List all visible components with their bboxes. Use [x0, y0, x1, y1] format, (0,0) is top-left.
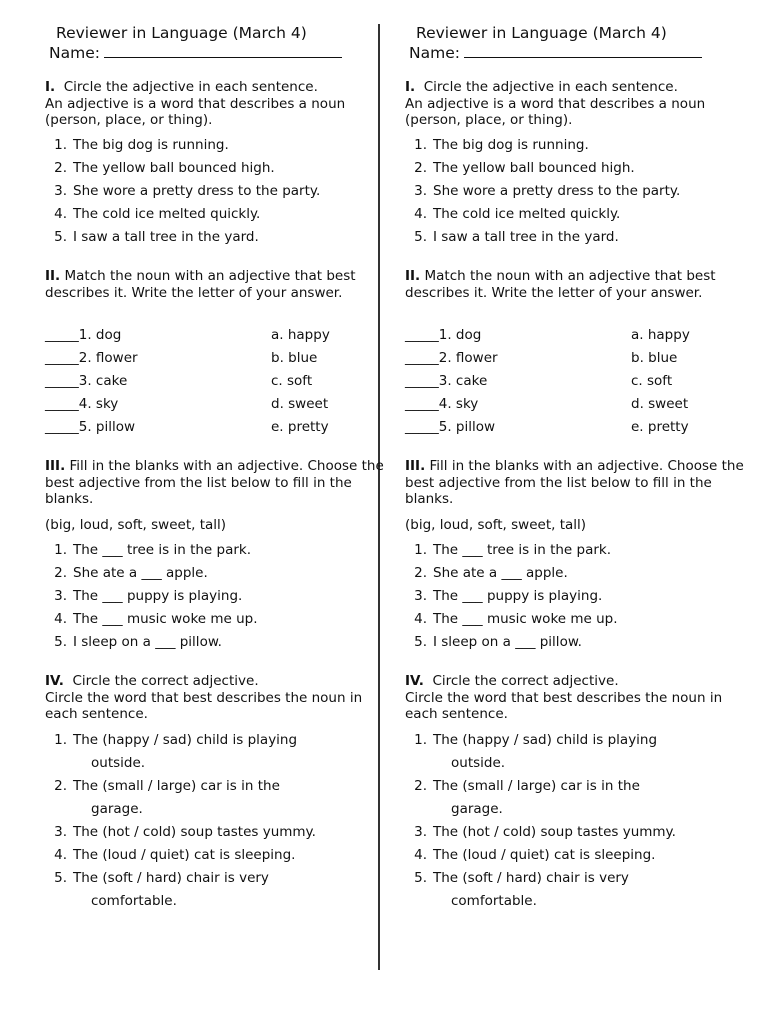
- item-number: 1.: [54, 137, 67, 153]
- item-text: The (hot / cold) soup tastes yummy.: [73, 824, 316, 840]
- item-number: 1.: [414, 137, 427, 153]
- item-text: The ___ music woke me up.: [433, 611, 618, 627]
- match-noun: _____5. pillow: [405, 419, 496, 435]
- item-text: She wore a pretty dress to the party.: [73, 183, 321, 199]
- worksheet-left: [45, 0, 390, 1024]
- item-text: I saw a tall tree in the yard.: [73, 229, 259, 245]
- item-text: The (small / large) car is in the: [433, 778, 640, 794]
- match-noun: _____2. flower: [405, 350, 498, 366]
- item-number: 3.: [414, 824, 427, 840]
- section-1-note: An adjective is a word that describes a noun (person, place, or thing).: [405, 95, 706, 128]
- item-number: 2.: [54, 565, 67, 581]
- item-continuation: outside.: [91, 755, 146, 771]
- item-text: She ate a ___ apple.: [73, 565, 208, 581]
- section-3-instruction: Fill in the blanks with an adjective. Choose the best adjective from the list below to fill in the blanks.: [405, 458, 744, 507]
- item-text: The (hot / cold) soup tastes yummy.: [433, 824, 676, 840]
- item-text: I sleep on a ___ pillow.: [73, 634, 222, 650]
- list-item: [405, 611, 618, 627]
- item-number: 4.: [54, 611, 67, 627]
- section-2-heading: [45, 268, 390, 301]
- list-item: [405, 847, 655, 863]
- item-number: 1.: [54, 542, 67, 558]
- match-noun: _____5. pillow: [45, 419, 136, 435]
- item-text: The big dog is running.: [73, 137, 229, 153]
- item-number: 2.: [54, 778, 67, 794]
- section-1-numeral: I.: [405, 79, 416, 95]
- item-text: The ___ puppy is playing.: [433, 588, 603, 604]
- item-text: The (soft / hard) chair is very: [73, 870, 269, 886]
- item-text: The (loud / quiet) cat is sleeping.: [73, 847, 296, 863]
- list-item: [405, 732, 657, 748]
- section-1-heading: [45, 79, 390, 129]
- list-item: [45, 732, 297, 748]
- section-3-numeral: III.: [45, 458, 66, 474]
- item-continuation: garage.: [91, 801, 143, 817]
- name-label: Name:: [409, 44, 460, 62]
- item-continuation: garage.: [451, 801, 503, 817]
- item-text: The (happy / sad) child is playing: [73, 732, 298, 748]
- list-item: [405, 778, 640, 794]
- list-item: [45, 229, 259, 245]
- match-adjective: b. blue: [631, 350, 678, 366]
- list-item: [45, 183, 320, 199]
- list-item: [405, 183, 680, 199]
- match-adjective: c. soft: [631, 373, 673, 389]
- name-blank-line[interactable]: [104, 43, 342, 58]
- list-item: [45, 634, 222, 650]
- item-number: 4.: [54, 206, 67, 222]
- worksheet-title: Reviewer in Language (March 4): [56, 24, 307, 42]
- section-4-heading: [405, 673, 750, 723]
- section-4-note: Circle the word that best describes the noun in each sentence.: [405, 689, 723, 722]
- item-text: The (loud / quiet) cat is sleeping.: [433, 847, 656, 863]
- section-2-instruction: Match the noun with an adjective that best describes it. Write the letter of your answer.: [405, 268, 716, 301]
- item-number: 5.: [54, 229, 67, 245]
- section-1-instruction: Circle the adjective in each sentence.: [423, 79, 678, 95]
- item-text: She wore a pretty dress to the party.: [433, 183, 681, 199]
- section-2-heading: [405, 268, 750, 301]
- match-noun: _____4. sky: [45, 396, 119, 412]
- match-noun: _____3. cake: [45, 373, 128, 389]
- item-number: 5.: [54, 870, 67, 886]
- match-adjective: d. sweet: [271, 396, 329, 412]
- item-text: The (soft / hard) chair is very: [433, 870, 629, 886]
- item-text: The ___ music woke me up.: [73, 611, 258, 627]
- list-item: [405, 824, 676, 840]
- list-item: [405, 206, 620, 222]
- item-text: The ___ puppy is playing.: [73, 588, 243, 604]
- item-number: 4.: [414, 206, 427, 222]
- section-4-numeral: IV.: [45, 673, 64, 689]
- item-number: 3.: [414, 588, 427, 604]
- item-number: 1.: [54, 732, 67, 748]
- section-3-instruction: Fill in the blanks with an adjective. Choose the best adjective from the list below to fill in the blanks.: [45, 458, 384, 507]
- section-3-numeral: III.: [405, 458, 426, 474]
- item-number: 2.: [414, 778, 427, 794]
- list-item: [45, 160, 275, 176]
- match-noun: _____4. sky: [405, 396, 479, 412]
- match-adjective: a. happy: [271, 327, 330, 343]
- list-item: [45, 778, 280, 794]
- match-adjective: b. blue: [271, 350, 318, 366]
- list-item: [45, 611, 258, 627]
- list-item: [45, 206, 260, 222]
- section-2-instruction: Match the noun with an adjective that best describes it. Write the letter of your answer.: [45, 268, 356, 301]
- list-item: [405, 542, 611, 558]
- item-number: 4.: [414, 847, 427, 863]
- item-continuation: outside.: [451, 755, 506, 771]
- item-number: 5.: [414, 870, 427, 886]
- section-1-numeral: I.: [45, 79, 56, 95]
- section-1-note: An adjective is a word that describes a noun (person, place, or thing).: [45, 95, 346, 128]
- item-continuation: comfortable.: [91, 893, 177, 909]
- item-text: The (small / large) car is in the: [73, 778, 280, 794]
- item-number: 1.: [414, 542, 427, 558]
- name-blank-line[interactable]: [464, 43, 702, 58]
- section-3-heading: [45, 458, 390, 508]
- list-item: [405, 565, 568, 581]
- item-text: The yellow ball bounced high.: [73, 160, 275, 176]
- item-text: She ate a ___ apple.: [433, 565, 568, 581]
- list-item: [45, 542, 251, 558]
- match-adjective: c. soft: [271, 373, 313, 389]
- item-text: The (happy / sad) child is playing: [433, 732, 658, 748]
- list-item: [45, 565, 208, 581]
- item-number: 2.: [414, 160, 427, 176]
- list-item: [45, 870, 269, 886]
- match-adjective: d. sweet: [631, 396, 689, 412]
- item-text: I sleep on a ___ pillow.: [433, 634, 582, 650]
- item-number: 5.: [54, 634, 67, 650]
- item-number: 4.: [54, 847, 67, 863]
- match-noun: _____2. flower: [45, 350, 138, 366]
- item-number: 2.: [414, 565, 427, 581]
- worksheet-title: Reviewer in Language (March 4): [416, 24, 667, 42]
- word-list: (big, loud, soft, sweet, tall): [405, 517, 587, 533]
- list-item: [45, 137, 229, 153]
- section-1-instruction: Circle the adjective in each sentence.: [63, 79, 318, 95]
- item-continuation: comfortable.: [451, 893, 537, 909]
- item-number: 2.: [54, 160, 67, 176]
- item-text: The cold ice melted quickly.: [73, 206, 261, 222]
- list-item: [45, 847, 295, 863]
- section-3-heading: [405, 458, 750, 508]
- section-4-instruction: Circle the correct adjective.: [432, 673, 619, 689]
- item-text: The ___ tree is in the park.: [433, 542, 612, 558]
- name-label: Name:: [49, 44, 100, 62]
- match-noun: _____1. dog: [405, 327, 482, 343]
- section-2-numeral: II.: [45, 268, 61, 284]
- list-item: [405, 870, 629, 886]
- section-4-instruction: Circle the correct adjective.: [72, 673, 259, 689]
- match-adjective: e. pretty: [271, 419, 329, 435]
- match-noun: _____3. cake: [405, 373, 488, 389]
- match-noun: _____1. dog: [45, 327, 122, 343]
- match-adjective: e. pretty: [631, 419, 689, 435]
- name-row: [409, 43, 702, 62]
- item-number: 3.: [414, 183, 427, 199]
- list-item: [45, 824, 316, 840]
- section-4-heading: [45, 673, 390, 723]
- section-4-note: Circle the word that best describes the noun in each sentence.: [45, 689, 363, 722]
- item-number: 4.: [414, 611, 427, 627]
- list-item: [405, 137, 589, 153]
- item-number: 3.: [54, 824, 67, 840]
- item-text: The ___ tree is in the park.: [73, 542, 252, 558]
- section-1-heading: [405, 79, 750, 129]
- item-text: The yellow ball bounced high.: [433, 160, 635, 176]
- word-list: (big, loud, soft, sweet, tall): [45, 517, 227, 533]
- item-number: 5.: [414, 634, 427, 650]
- list-item: [405, 634, 582, 650]
- item-number: 1.: [414, 732, 427, 748]
- list-item: [45, 588, 242, 604]
- name-row: [49, 43, 342, 62]
- section-4-numeral: IV.: [405, 673, 424, 689]
- item-text: The cold ice melted quickly.: [433, 206, 621, 222]
- item-number: 3.: [54, 183, 67, 199]
- list-item: [405, 160, 635, 176]
- item-number: 3.: [54, 588, 67, 604]
- item-text: The big dog is running.: [433, 137, 589, 153]
- match-adjective: a. happy: [631, 327, 690, 343]
- list-item: [405, 588, 602, 604]
- section-2-numeral: II.: [405, 268, 421, 284]
- list-item: [405, 229, 619, 245]
- item-text: I saw a tall tree in the yard.: [433, 229, 619, 245]
- worksheet-right: [405, 0, 750, 1024]
- item-number: 5.: [414, 229, 427, 245]
